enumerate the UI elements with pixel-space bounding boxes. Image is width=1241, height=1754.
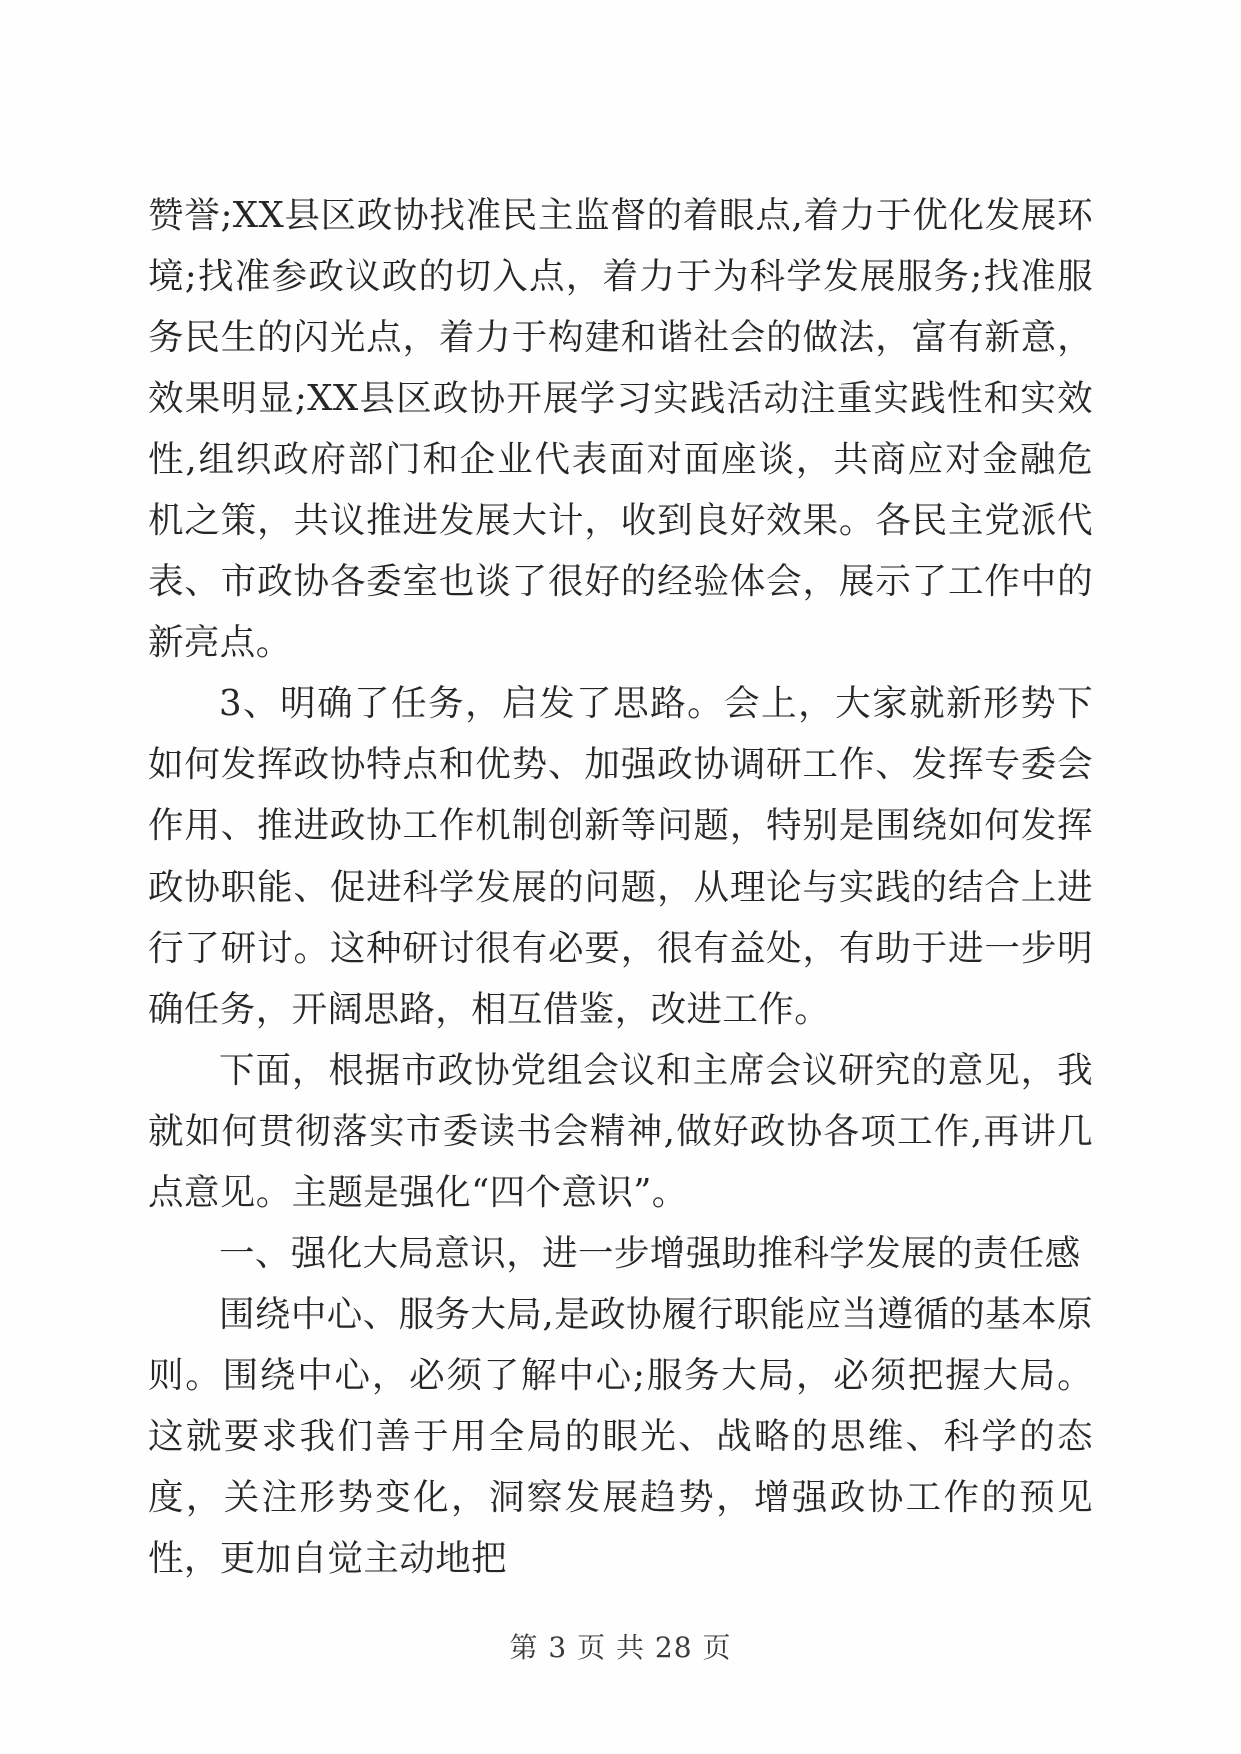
page-number-label: 第 3 页 共 28 页 [509,1631,732,1664]
paragraph-5: 围绕中心、服务大局,是政协履行职能应当遵循的基本原则。围绕中心，必须了解中心;服务大局，必须把握大局。这就要求我们善于用全局的眼光、战略的思维、科学的态度，关注形势变化，洞察发展趋势，增强政协工作的预见性，更加自觉主动地把 [148,1293,1093,1580]
paragraph-2: 3、明确了任务，启发了思路。会上，大家就新形势下如何发挥政协特点和优势、加强政协调研工作、发挥专委会作用、推进政协工作机制创新等问题，特别是围绕如何发挥政协职能、促进科学发展的问题，从理论与实践的结合上进行了研讨。这种研讨很有必要，很有益处，有助于进一步明确任务，开阔思路，相互借鉴，改进工作。 [148,683,1093,1030]
paragraph-4-heading: 一、强化大局意识，进一步增强助推科学发展的责任感 [219,1232,1081,1274]
paragraph-3: 下面，根据市政协党组会议和主席会议研究的意见，我就如何贯彻落实市委读书会精神,做好政协各项工作,再讲几点意见。主题是强化“四个意识”。 [148,1049,1093,1213]
paragraph-1: 赞誉;XX县区政协找准民主监督的着眼点,着力于优化发展环境;找准参政议政的切入点，着力于为科学发展服务;找准服务民生的闪光点，着力于构建和谐社会的做法，富有新意，效果明显;XX县区政协开展学习实践活动注重实践性和实效性,组织政府部门和企业代表面对面座谈，共商应对金融危机之策，共议推进发展大计，收到良好效果。各民主党派代表、市政协各委室也谈了很好的经验体会，展示了工作中的新亮点。 [148,195,1093,664]
page-footer [0,1626,1241,1666]
document-body [148,185,1093,1589]
